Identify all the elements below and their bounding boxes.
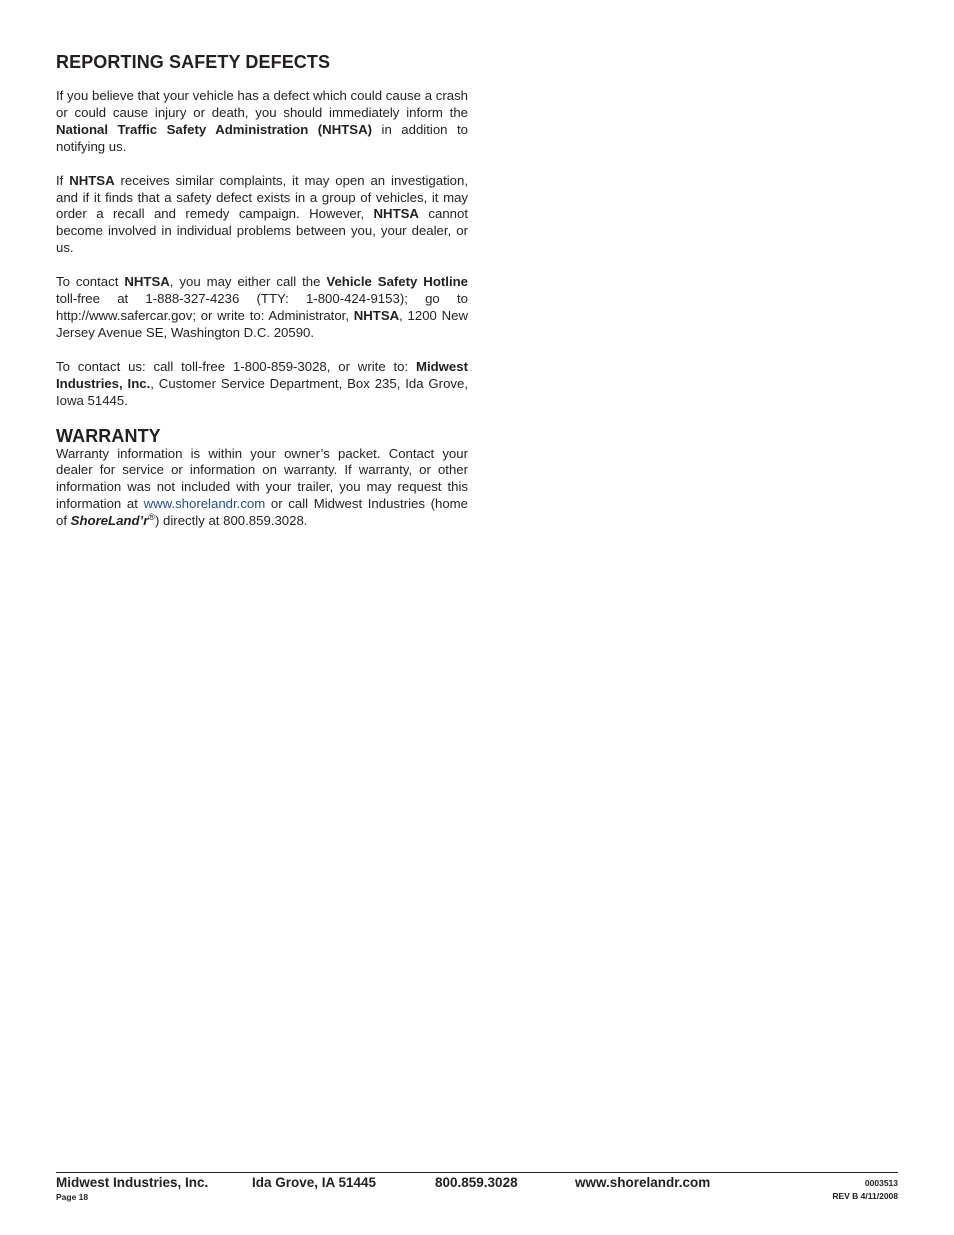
text-run: , you may either call the (169, 274, 327, 290)
paragraph-contact-nhtsa (56, 274, 468, 342)
footer-company: Midwest Industries, Inc. (56, 1175, 209, 1190)
bold-run: NHTSA (124, 274, 170, 290)
text-run: or call Midwest Industries (home of (56, 496, 468, 529)
main-column (56, 50, 468, 530)
text-run: ) directly at 800.859.3028. (154, 513, 308, 529)
text-run: If you believe that your vehicle has a defect which could cause a crash or could cause injury or death, you should immediately inform the (56, 88, 468, 120)
text-run: , 1200 New Jersey Avenue SE, Washington D.C. 20590. (56, 307, 468, 340)
paragraph-nhtsa-investigation (56, 173, 468, 258)
text-run: toll-free at 1-888-327-4236 (TTY: 1-800-424-9153); go to http://www.safercar.gov; or write to: Administrator, (56, 291, 468, 323)
text-run: Warranty information is within your owner’s packet. Contact your dealer for service or information on warranty. If warranty, or other information was not included with your trailer, you may request this information at (56, 445, 468, 512)
footer-location: Ida Grove, IA 51445 (252, 1175, 377, 1190)
text-run: If (56, 172, 70, 188)
section-heading-warranty: WARRANTY (56, 425, 161, 446)
paragraph-defect-report (56, 88, 468, 156)
registered-mark: ® (148, 512, 155, 523)
text-run: cannot become involved in individual problems between you, your dealer, or us. (56, 206, 468, 256)
bold-run: NHTSA (69, 172, 115, 188)
footer-page-number: Page 18 (56, 1192, 89, 1202)
bold-run: National Traffic Safety Administration (NHTSA) (56, 121, 372, 137)
text-run: in addition to notifying us. (56, 121, 468, 154)
bold-run: NHTSA (373, 206, 419, 222)
bold-run: Midwest Industries, Inc. (56, 358, 468, 391)
text-run: receives similar complaints, it may open an investigation, and if it finds that a safety defect exists in a group of vehicles, it may order a recall and remedy campaign. However, (56, 172, 468, 222)
paragraph-warranty-info (56, 446, 468, 531)
footer-revision: REV B 4/11/2008 (832, 1191, 898, 1201)
bold-run: Vehicle Safety Hotline (326, 274, 468, 290)
footer-doc-number: 0003513 (864, 1178, 898, 1188)
footer-website[interactable]: www.shorelandr.com (575, 1175, 711, 1190)
text-run: To contact (56, 274, 125, 290)
paragraph-contact-us (56, 359, 468, 410)
text-run: , Customer Service Department, Box 235, Ida Grove, Iowa 51445. (56, 375, 468, 408)
section-heading-reporting-safety-defects: REPORTING SAFETY DEFECTS (56, 52, 331, 72)
footer-phone: 800.859.3028 (435, 1175, 518, 1190)
brand-name: ShoreLand’r (70, 513, 149, 529)
website-link[interactable]: www.shorelandr.com (143, 496, 266, 512)
bold-run: NHTSA (353, 307, 400, 323)
footer-divider (56, 1172, 898, 1173)
text-run: To contact us: call toll-free 1-800-859-3028, or write to: (56, 358, 416, 374)
